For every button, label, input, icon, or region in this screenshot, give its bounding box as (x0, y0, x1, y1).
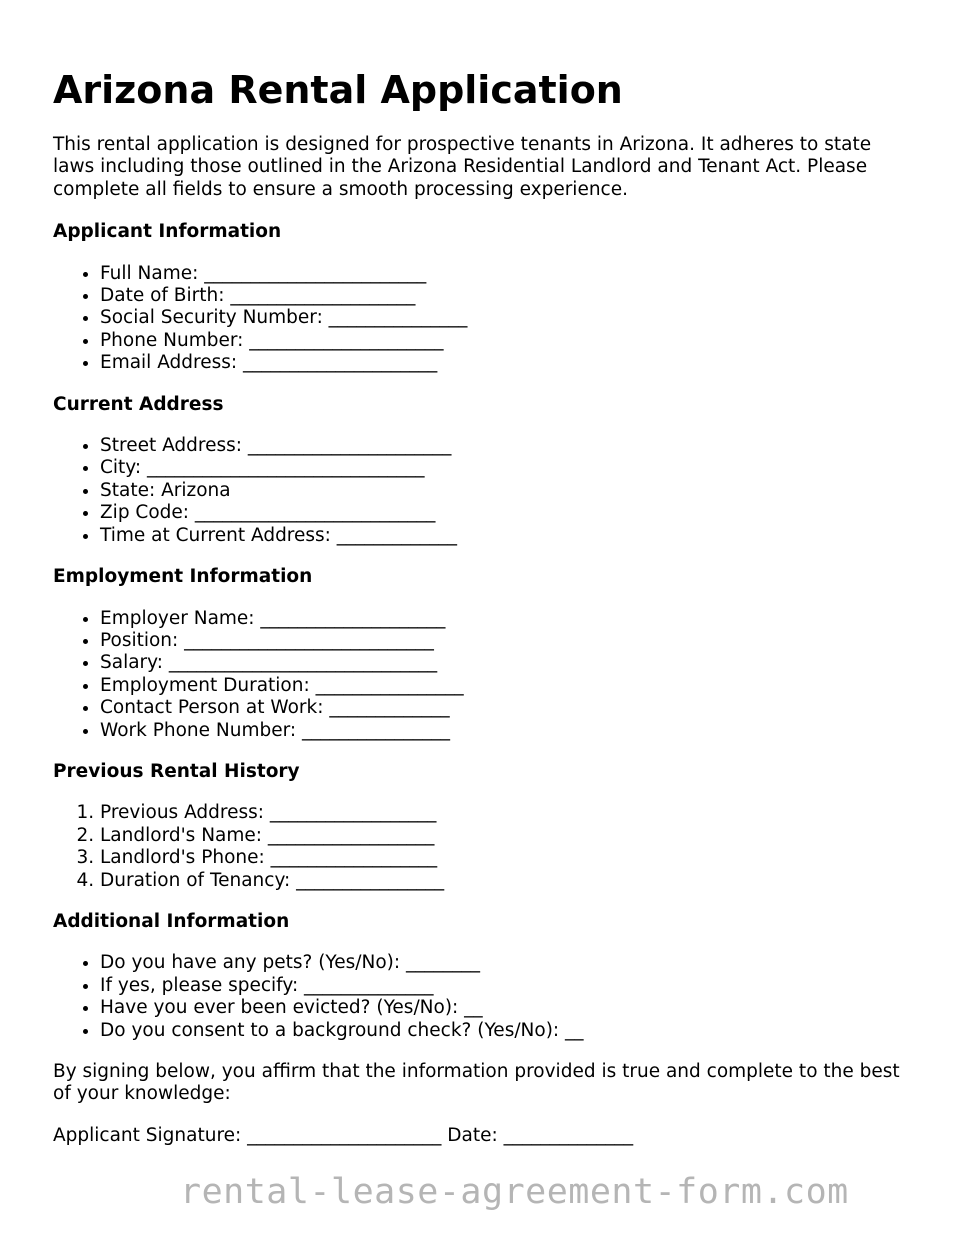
section-heading-address: Current Address (53, 393, 224, 415)
section-heading-rental-history: Previous Rental History (53, 760, 300, 782)
signature-line: Applicant Signature: _____________________ Date: ______________ (53, 1124, 634, 1146)
field-previous-address: 1. Previous Address: __________________ (100, 802, 913, 824)
rental-history-list (53, 802, 913, 892)
field-street-address: • Street Address: ______________________ (100, 435, 913, 457)
employment-list (53, 608, 913, 742)
address-list (53, 435, 913, 547)
field-state: • State: Arizona (100, 480, 913, 502)
field-ssn: • Social Security Number: _______________ (100, 307, 913, 329)
field-pets: • Do you have any pets? (Yes/No): ________ (100, 952, 913, 974)
field-employment-duration: • Employment Duration: ________________ (100, 675, 913, 697)
field-work-phone: • Work Phone Number: ________________ (100, 720, 913, 742)
intro-paragraph: This rental application is designed for prospective tenants in Arizona. It adheres to state laws including those outlined in the Arizona Residential Landlord and Tenant Act. Please complete all fields to ensure a smooth processing experience. (53, 134, 872, 200)
field-background-check: • Do you consent to a background check? (Yes/No): __ (100, 1020, 913, 1042)
field-email: • Email Address: _____________________ (100, 352, 913, 374)
field-zip-code: • Zip Code: __________________________ (100, 502, 913, 524)
section-heading-employment: Employment Information (53, 566, 313, 588)
field-phone: • Phone Number: _____________________ (100, 330, 913, 352)
section-heading-applicant: Applicant Information (53, 221, 282, 243)
field-position: • Position: ___________________________ (100, 630, 913, 652)
field-tenancy-duration: 4. Duration of Tenancy: ________________ (100, 870, 913, 892)
field-landlord-phone: 3. Landlord's Phone: __________________ (100, 847, 913, 869)
field-contact-person: • Contact Person at Work: _____________ (100, 697, 913, 719)
document-page (53, 64, 913, 1147)
field-date-of-birth: • Date of Birth: ____________________ (100, 285, 913, 307)
field-landlord-name: 2. Landlord's Name: __________________ (100, 825, 913, 847)
applicant-list (53, 263, 913, 375)
field-evicted: • Have you ever been evicted? (Yes/No): __ (100, 997, 913, 1019)
page-title: Arizona Rental Application (53, 68, 623, 112)
field-full-name: • Full Name: ________________________ (100, 263, 913, 285)
watermark: rental-lease-agreement-form.com (180, 1172, 849, 1212)
field-pets-specify: • If yes, please specify: ______________ (100, 975, 913, 997)
additional-list (53, 952, 913, 1042)
closing-statement: By signing below, you affirm that the information provided is true and complete to the best of your knowledge: (53, 1061, 900, 1105)
field-time-at-address: • Time at Current Address: _____________ (100, 525, 913, 547)
field-salary: • Salary: _____________________________ (100, 652, 913, 674)
section-heading-additional: Additional Information (53, 910, 290, 932)
field-city: • City: ______________________________ (100, 457, 913, 479)
field-employer-name: • Employer Name: ____________________ (100, 608, 913, 630)
